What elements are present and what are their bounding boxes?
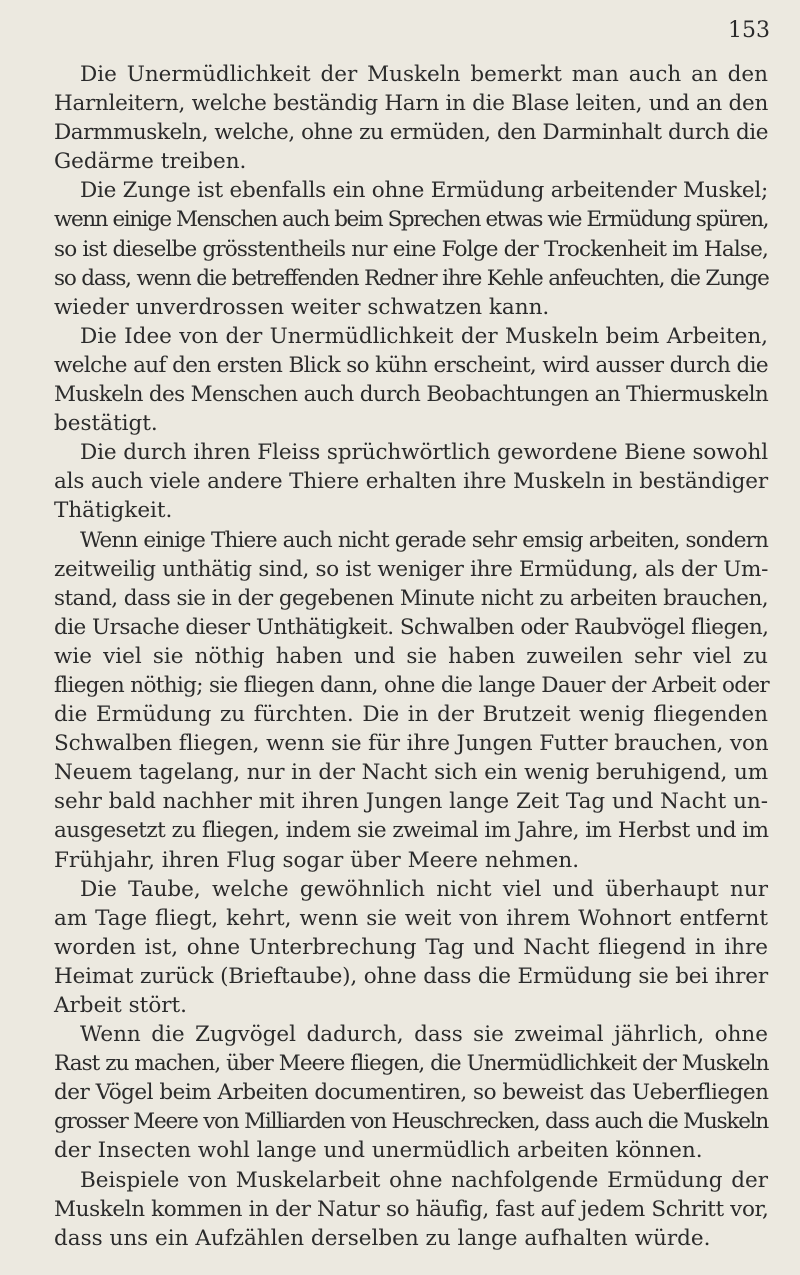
paragraph: [54, 1020, 768, 1165]
text-line: Wenn die Zugvögel dadurch, dass sie zweimal jährlich, ohne: [80, 1022, 768, 1048]
text-line: so ist dieselbe grösstentheils nur eine Folge der Trockenheit im Halse,: [54, 236, 769, 262]
paragraph: [54, 1166, 768, 1253]
page-number: 153: [728, 18, 770, 43]
text-line: Gedärme treiben.: [54, 149, 247, 175]
text-line: bestätigt.: [54, 411, 158, 437]
text-line: Thätigkeit.: [54, 498, 173, 524]
text-line: wenn einige Menschen auch beim Sprechen etwas wie Ermüdung spüren,: [54, 207, 769, 233]
text-line: Darmmuskeln, welche, ohne zu ermüden, den Darminhalt durch die: [54, 120, 768, 146]
text-line: wieder unverdrossen weiter schwatzen kann.: [54, 294, 550, 320]
text-line: Arbeit stört.: [54, 993, 188, 1018]
paragraph: [54, 526, 768, 875]
text-line: welche auf den ersten Blick so kühn erscheint, wird ausser durch die: [54, 352, 768, 378]
text-line: Muskeln kommen in der Natur so häufig, fast auf jedem Schritt vor,: [54, 1196, 769, 1222]
text-line: die Ermüdung zu fürchten. Die in der Brutzeit wenig fliegenden: [54, 702, 768, 728]
text-line: als auch viele andere Thiere erhalten ihre Muskeln in beständiger: [54, 469, 768, 495]
text-line: dass uns ein Aufzählen derselben zu lange aufhalten würde.: [54, 1225, 711, 1251]
text-line: Neuem tagelang, nur in der Nacht sich ein wenig beruhigend, um: [54, 760, 769, 786]
text-line: Beispiele von Muskelarbeit ohne nachfolgende Ermüdung der: [80, 1167, 768, 1193]
text-line: so dass, wenn die betreffenden Redner ihre Kehle anfeuchten, die Zunge: [54, 265, 769, 291]
text-line: Die Taube, welche gewöhnlich nicht viel und überhaupt nur: [80, 876, 768, 902]
text-line: wie viel sie nöthig haben und sie haben zuweilen sehr viel zu: [54, 643, 768, 669]
text-line: stand, dass sie in der gegebenen Minute nicht zu arbeiten brauchen,: [54, 585, 768, 611]
paragraph: [54, 176, 768, 321]
text-line: sehr bald nachher mit ihren Jungen lange Zeit Tag und Nacht un-: [54, 789, 769, 815]
text-line: Heimat zurück (Brieftaube), ohne dass die Ermüdung sie bei ihrer: [54, 963, 768, 989]
text-line: Die Idee von der Unermüdlichkeit der Muskeln beim Arbeiten,: [80, 323, 768, 349]
text-line: Die durch ihren Fleiss sprüchwörtlich gewordene Biene sowohl: [80, 440, 768, 466]
text-line: Rast zu machen, über Meere fliegen, die Unermüdlichkeit der Muskeln: [54, 1051, 769, 1077]
text-line: Die Zunge ist ebenfalls ein ohne Ermüdung arbeitender Muskel;: [80, 178, 768, 204]
text-line: Die Unermüdlichkeit der Muskeln bemerkt man auch an den: [80, 62, 768, 87]
text-line: zeitweilig unthätig sind, so ist weniger ihre Ermüdung, als der Um-: [54, 556, 769, 582]
paragraph: [54, 60, 768, 176]
text-line: am Tage fliegt, kehrt, wenn sie weit von ihrem Wohnort entfernt: [54, 905, 768, 931]
paragraph: [54, 322, 768, 438]
paragraph: [54, 438, 768, 525]
body-text: [54, 60, 768, 1253]
text-line: Wenn einige Thiere auch nicht gerade sehr emsig arbeiten, sondern: [80, 527, 768, 553]
text-line: Harnleitern, welche beständig Harn in die Blase leiten, und an den: [54, 91, 769, 117]
text-line: Frühjahr, ihren Flug sogar über Meere nehmen.: [54, 847, 580, 873]
text-line: der Insecten wohl lange und unermüdlich arbeiten können.: [54, 1138, 703, 1164]
paragraph: [54, 875, 768, 1020]
text-line: der Vögel beim Arbeiten documentiren, so beweist das Ueberfliegen: [54, 1080, 769, 1106]
text-line: grosser Meere von Milliarden von Heuschrecken, dass auch die Muskeln: [54, 1109, 769, 1135]
text-line: ausgesetzt zu fliegen, indem sie zweimal im Jahre, im Herbst und im: [54, 818, 769, 844]
text-line: Muskeln des Menschen auch durch Beobachtungen an Thiermuskeln: [54, 382, 769, 408]
text-line: fliegen nöthig; sie fliegen dann, ohne die lange Dauer der Arbeit oder: [54, 672, 769, 698]
text-line: worden ist, ohne Unterbrechung Tag und Nacht fliegend in ihre: [54, 934, 768, 960]
text-line: die Ursache dieser Unthätigkeit. Schwalben oder Raubvögel fliegen,: [54, 614, 769, 640]
text-line: Schwalben fliegen, wenn sie für ihre Jungen Futter brauchen, von: [54, 731, 769, 757]
